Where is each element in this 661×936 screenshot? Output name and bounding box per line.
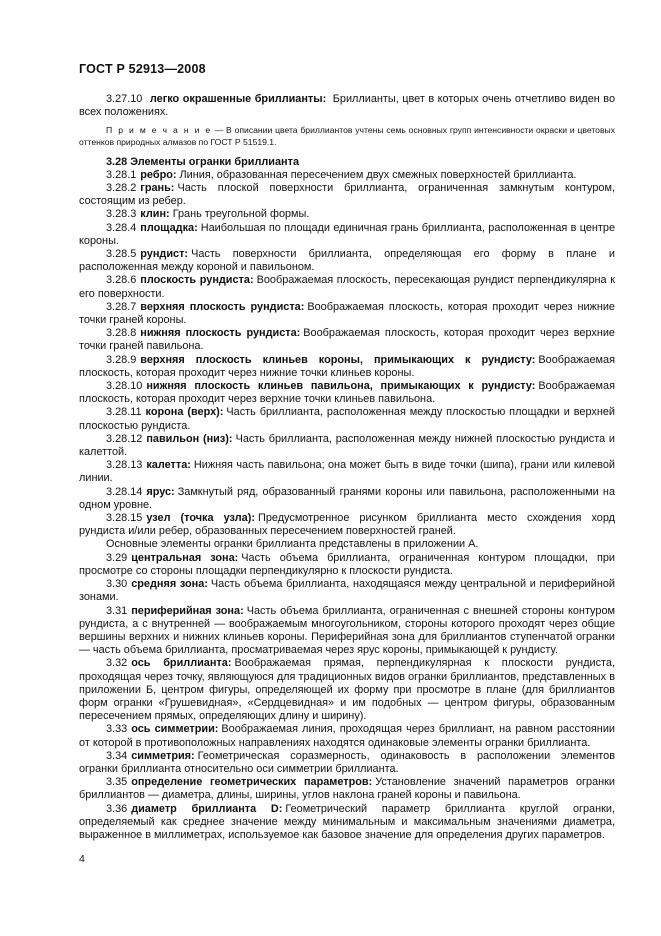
definition-item [79,803,615,843]
definition-item [79,657,615,723]
definition-text: Часть плоской поверхности бриллианта, ограниченная замкнутым контуром, состоящим из ребер. [79,182,615,208]
term: нижняя плоскость клиньев павильона, примыкающих к рундисту: [146,380,536,393]
term: нижняя плоскость рундиста: [140,327,301,340]
clause-number: 3.28.9 [106,353,137,366]
clause-number: 3.32 [106,657,128,670]
clause-number: 3.28.12 [106,432,143,445]
term: диаметр бриллианта D: [131,802,283,815]
standard-header: ГОСТ Р 52913—2008 [79,62,206,76]
definition-text: Грань треугольной формы. [172,208,310,221]
note [79,125,615,148]
definition-text: Часть бриллианта, расположенная между нижней плоскостью рундиста и калеттой. [79,432,615,459]
definition-text: Геометрическая соразмерность, одинаковость в расположении элементов огранки бриллианта относительно оси симметрии бриллианта. [79,749,615,775]
definition-item [79,512,615,538]
clause-number: 3.34 [106,749,128,762]
clause-number: 3.28.15 [106,512,143,525]
term: верхняя плоскость клиньев короны, примыкающих к рундисту: [140,353,536,366]
clause-number: 3.28.8 [106,327,137,340]
clause-number: 3.28.11 [106,406,142,419]
definitions-3-29-3-36 [79,552,615,842]
definition-item [79,486,615,512]
definition-item [79,327,615,353]
page-number: 4 [79,853,85,865]
term: плоскость рундиста: [140,274,254,287]
definition-item [79,274,615,300]
definition-text: Часть объема бриллианта, находящаяся между центральной и периферийной зонами. [79,578,615,604]
definition-text: Геометрический параметр бриллианта круглой огранки, определяемый как среднее значение между минимальным и максимальным значениями диаметра, выраженное в миллиметрах, используемое как базовое значение для определения других параметров. [79,802,615,841]
definition-3-27-10 [79,93,615,119]
clause-number: 3.28.6 [106,274,137,287]
definition-item [79,578,615,604]
definition-text: Воображаемая плоскость, которая проходит через нижние точки клиньев короны. [79,353,615,379]
definition-text: Наибольшая по площади единичная грань бриллианта, расположенная в центре короны. [79,221,615,247]
term: корона (верх): [145,406,224,419]
term: центральная зона: [131,551,239,564]
term: верхняя плоскость рундиста: [140,300,305,313]
term: определение геометрических параметров: [131,776,373,789]
definition-text: Часть бриллианта, расположенная между плоскостью площадки и верхней плоскостью рундиста. [79,406,615,432]
definition-item [79,552,615,578]
clause-number: 3.35 [106,776,128,789]
definition-item [79,605,615,658]
definition-text: Нижняя часть павильона; она может быть в виде точки (шипа), грани или килевой линии. [79,459,615,485]
clause-number: 3.28.3 [106,208,137,221]
definition-text: Часть поверхности бриллианта, определяющая его форму в плане и расположенная между короной и павильоном. [79,248,615,274]
definition-text: Воображаемая линия, проходящая через бриллиант, на равном расстоянии от которой в противоположных направлениях находятся одинаковые элементы огранки бриллианта. [79,723,615,749]
term: калетта: [146,459,191,472]
definition-text: Воображаемая плоскость, которая проходит через верхние точки клиньев павильона. [79,380,615,406]
term: павильон (низ): [146,432,233,445]
clause-number: 3.28.13 [106,459,143,472]
definitions-3-28 [79,169,615,539]
definition-item [79,380,615,406]
definition-text: Линия, образованная пересечением двух смежных поверхностей бриллианта. [179,168,577,181]
clause-number: 3.27.10 [106,93,143,105]
definition-item [79,208,615,221]
definition-text: Воображаемая прямая, перпендикулярная к плоскости рундиста, проходящая через точку, являющуюся для традиционных видов огранки бриллиантов, представленных в приложении Б, центром фигуры, определяющей их форму при просмотре в плане (для бриллиантов форм огранки «Грушевидная», «Сердцевидная» и им подобных — центром фигуры, образованным пересечением прямых, определяющих длину и ширину). [79,657,615,723]
definition-item [79,182,615,208]
term: узел (точка узла): [146,512,255,525]
clause-number: 3.28.14 [106,485,143,498]
clause-number: 3.28.10 [106,380,143,393]
term: клин: [140,208,170,221]
term: симметрия: [131,749,195,762]
clause-number: 3.28.7 [106,300,137,313]
section-title: Элементы огранки бриллианта [130,155,300,168]
clause-number: 3.36 [106,802,128,815]
document-body [79,93,615,842]
note-text: — В описании цвета бриллиантов учтены семь основных групп интенсивности окраски и цветовых оттенков природных алмазов по ГОСТ Р 51519.1. [79,125,615,147]
term: ярус: [146,485,175,498]
definition-text: Замкнутый ряд, образованный гранями короны или павильона, расположенными на одном уровне. [79,485,615,511]
definition-text: Часть объема бриллианта, ограниченная с внешней стороны контуром рундиста, а с внутренней — воображаемым многоугольником, стороны которого проходят через общие вершины верхних и нижних клиньев короны. Периферийная зона для бриллиантов ступенчатой огранки — часть объема бриллианта, просматриваемая через ярус короны, примыкающей к рундисту. [79,604,615,657]
term: площадка: [140,221,198,234]
definition-item [79,723,615,749]
clause-number: 3.30 [106,578,128,591]
appendix-reference: Основные элементы огранки бриллианта представлены в приложении А. [106,538,479,551]
definition-text: Предусмотренное рисунком бриллианта место схождения хорд рундиста и/или ребер, образованных пересечением поверхностей граней. [79,512,615,538]
definition-text: Бриллианты, цвет в которых очень отчетливо виден во всех положениях. [79,93,616,119]
clause-number: 3.28.4 [106,221,137,234]
term: ребро: [140,168,177,181]
clause-number: 3.33 [106,723,128,736]
definition-item [79,248,615,274]
section-number: 3.28 [106,155,128,168]
term: ось симметрии: [131,723,219,736]
term: средняя зона: [131,578,208,591]
term: периферийная зона: [131,604,244,617]
clause-number: 3.28.2 [106,182,137,194]
definition-text: Часть объема бриллианта, ограниченная контуром площадки, при просмотре со стороны площадки перпендикулярно к плоскости рундиста. [79,551,615,577]
definition-item [79,301,615,327]
definition-item [79,750,615,776]
note-label: П р и м е ч а н и е [106,125,212,136]
term: грань: [140,182,175,194]
definition-item [79,459,615,485]
section-heading-3-28 [79,156,615,169]
definition-item [79,406,615,432]
definition-item [79,354,615,380]
definition-item [79,222,615,248]
definition-item [79,169,615,182]
term: легко окрашенные бриллианты: [149,93,327,105]
definition-text: Воображаемая плоскость, пересекающая рундист перпендикулярна к его поверхности. [79,274,615,300]
term: рундист: [140,248,189,261]
clause-number: 3.28.5 [106,248,137,261]
definition-text: Воображаемая плоскость, которая проходит через нижние точки граней короны. [79,300,615,327]
clause-number: 3.28.1 [106,168,137,181]
definition-text: Установление значений параметров огранки бриллиантов — диаметра, длины, ширины, углов наклона граней короны и павильона. [79,776,615,802]
clause-number: 3.29 [106,551,128,564]
term: ось бриллианта: [131,657,232,670]
definition-item [79,776,615,802]
clause-number: 3.31 [106,604,128,617]
definition-text: Воображаемая плоскость, которая проходит через верхние точки граней павильона. [79,327,615,353]
definition-item [79,433,615,459]
